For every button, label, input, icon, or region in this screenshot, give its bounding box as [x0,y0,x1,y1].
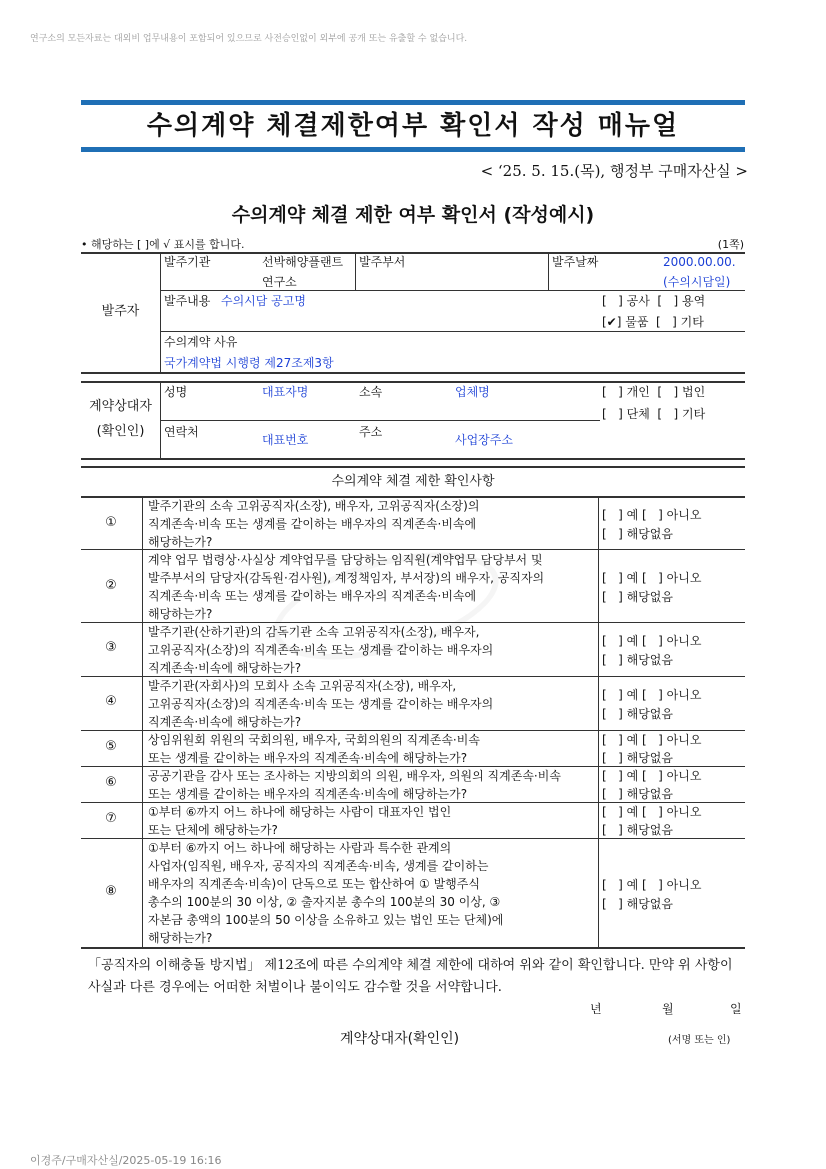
item-check-na: [ ] 해당없음 [602,897,673,911]
item-number: ⑥ [105,775,117,790]
item-number: ⑤ [105,739,117,754]
dept-label: 발주부서 [359,255,406,269]
item-question: ①부터 ⑥까지 어느 하나에 해당하는 사람이 대표자인 법인 또는 단체에 해당하는가? [148,805,452,837]
item-check-yes-no: [ ] 예 [ ] 아니오 [602,733,702,747]
item-question: 공공기관을 감사 또는 조사하는 지방의회의 의원, 배우자, 의원의 직계존속·비속 또는 생계를 같이하는 배우자의 직계존속·비속에 해당하는가? [148,769,561,801]
instruction-hint: • 해당하는 [ ]에 √ 표시를 합니다. [81,238,245,251]
item-question: ①부터 ⑥까지 어느 하나에 해당하는 사람과 특수한 관계의 사업자(임직원, 배우자, 공직자의 직계존속·비속, 생계를 같이하는 배우자의 직계존속·비속)이 단독으로 또는 합산하여 ① 발행주식 총수의 100분의 30 이상, ② 출자지분 총수의 100분의 30 이상, ③ 자본금 총액의 100분의 50 이상을 소유하고 있는 법인 또는 단체)에 해당하는가? [148,841,504,945]
item-question: 발주기관(산하기관)의 감독기관 소속 고위공직자(소장), 배우자, 고위공직자(소장)의 직계존속·비속 또는 생계를 같이하는 배우자의 직계존속·비속에 해당하는가? [148,625,494,675]
affiliation-value: 업체명 [455,385,490,399]
item-check-yes-no: [ ] 예 [ ] 아니오 [602,688,702,702]
item-question: 상임위원회 위원의 국회의원, 배우자, 국회의원의 직계존속·비속 또는 생계를 같이하는 배우자의 직계존속·비속에 해당하는가? [148,733,480,765]
contractor-type-row2: [ ] 단체 [ ] 기타 [602,407,706,421]
footer-author-timestamp: 이경주/구매자산실/2025-05-19 16:16 [30,1154,222,1167]
item-check-na: [ ] 해당없음 [602,527,673,541]
date-department-line: < ‘25. 5. 15.(목), 행정부 구매자산실 > [480,162,748,180]
item-number: ③ [105,640,117,655]
content-value: 수의시담 공고명 [221,294,306,308]
item-check-na: [ ] 해당없음 [602,590,673,604]
item-check-yes-no: [ ] 예 [ ] 아니오 [602,634,702,648]
item-check-na: [ ] 해당없음 [602,751,673,765]
item-number: ② [105,578,117,593]
procurement-type-row1: [ ] 공사 [ ] 용역 [602,294,706,308]
contact-label: 연락처 [164,425,199,439]
contractor-label-sub: (확인인) [96,424,145,439]
item-check-na: [ ] 해당없음 [602,707,673,721]
item-question: 발주기관의 소속 고위공직자(소장), 배우자, 고위공직자(소장)의 직계존속·비속 또는 생계를 같이하는 배우자의 직계존속·비속에 해당하는가? [148,499,480,549]
address-label: 주소 [359,425,383,439]
name-label: 성명 [164,385,188,399]
org-label: 발주기관 [164,255,211,269]
item-check-yes-no: [ ] 예 [ ] 아니오 [602,878,702,892]
pledge-statement: 「공직자의 이해충돌 방지법」 제12조에 따른 수의계약 체결 제한에 대하여 위와 같이 확인합니다. 만약 위 사항이 사실과 다른 경우에는 어떠한 처벌이나 불이익도 감수할 것을 서약합니다. [88,958,733,995]
org-value-line1: 선박해양플랜트 [262,255,344,269]
check-table-header: 수의계약 체결 제한 확인사항 [331,474,495,489]
item-check-na: [ ] 해당없음 [602,787,673,801]
year-label: 년 [590,1002,602,1016]
item-number: ⑧ [105,884,117,899]
month-label: 월 [662,1002,674,1016]
item-question: 계약 업무 법령상·사실상 계약업무를 담당하는 임직원(계약업무 담당부서 및 발주부서의 담당자(감독원·검사원), 계정책임자, 부서장)의 배우자, 공직자의 직계존속·비속 또는 생계를 같이하는 배우자의 직계존속·비속에 해당하는가? [148,553,545,621]
item-number: ⑦ [105,811,117,826]
name-value: 대표자명 [262,385,309,399]
confidential-notice: 연구소의 모든자료는 대외비 업무내용이 포함되어 있으므로 사전승인없이 외부에 공개 또는 유출할 수 없습니다. [30,34,468,44]
document-title: 수의계약 체결제한여부 확인서 작성 매뉴얼 [146,111,680,141]
signer-label: 계약상대자(확인인) [340,1031,460,1047]
title-bottom-rule [81,147,745,152]
address-value: 사업장주소 [455,433,513,447]
affiliation-label: 소속 [359,385,383,399]
reason-label: 수의계약 사유 [164,335,238,349]
item-check-yes-no: [ ] 예 [ ] 아니오 [602,769,702,783]
procurement-type-row2: [✔] 물품 [ ] 기타 [602,315,704,329]
reason-value: 국가계약법 시행령 제27조제3항 [164,356,334,370]
contact-value: 대표번호 [262,433,309,447]
content-label: 발주내용 [164,294,211,308]
item-check-yes-no: [ ] 예 [ ] 아니오 [602,508,702,522]
contractor-label: 계약상대자 [89,399,152,414]
day-label: 일 [730,1002,742,1016]
item-check-na: [ ] 해당없음 [602,653,673,667]
item-number: ④ [105,694,117,709]
date-value: 2000.00.00. [663,255,736,269]
form-subtitle: 수의계약 체결 제한 여부 확인서 (작성예시) [231,204,595,226]
date-note: (수의시담일) [663,275,731,289]
item-check-yes-no: [ ] 예 [ ] 아니오 [602,805,702,819]
signature-note: (서명 또는 인) [668,1035,731,1046]
title-top-rule [81,100,745,105]
item-check-yes-no: [ ] 예 [ ] 아니오 [602,571,702,585]
page-number: (1쪽) [717,238,744,251]
date-label: 발주날짜 [552,255,599,269]
item-number: ① [105,515,117,530]
item-check-na: [ ] 해당없음 [602,823,673,837]
org-value-line2: 연구소 [262,275,297,289]
orderer-label: 발주자 [101,304,140,319]
contractor-type-row1: [ ] 개인 [ ] 법인 [602,385,706,399]
item-question: 발주기관(자회사)의 모회사 소속 고위공직자(소장), 배우자, 고위공직자(소장)의 직계존속·비속 또는 생계를 같이하는 배우자의 직계존속·비속에 해당하는가? [148,679,494,729]
